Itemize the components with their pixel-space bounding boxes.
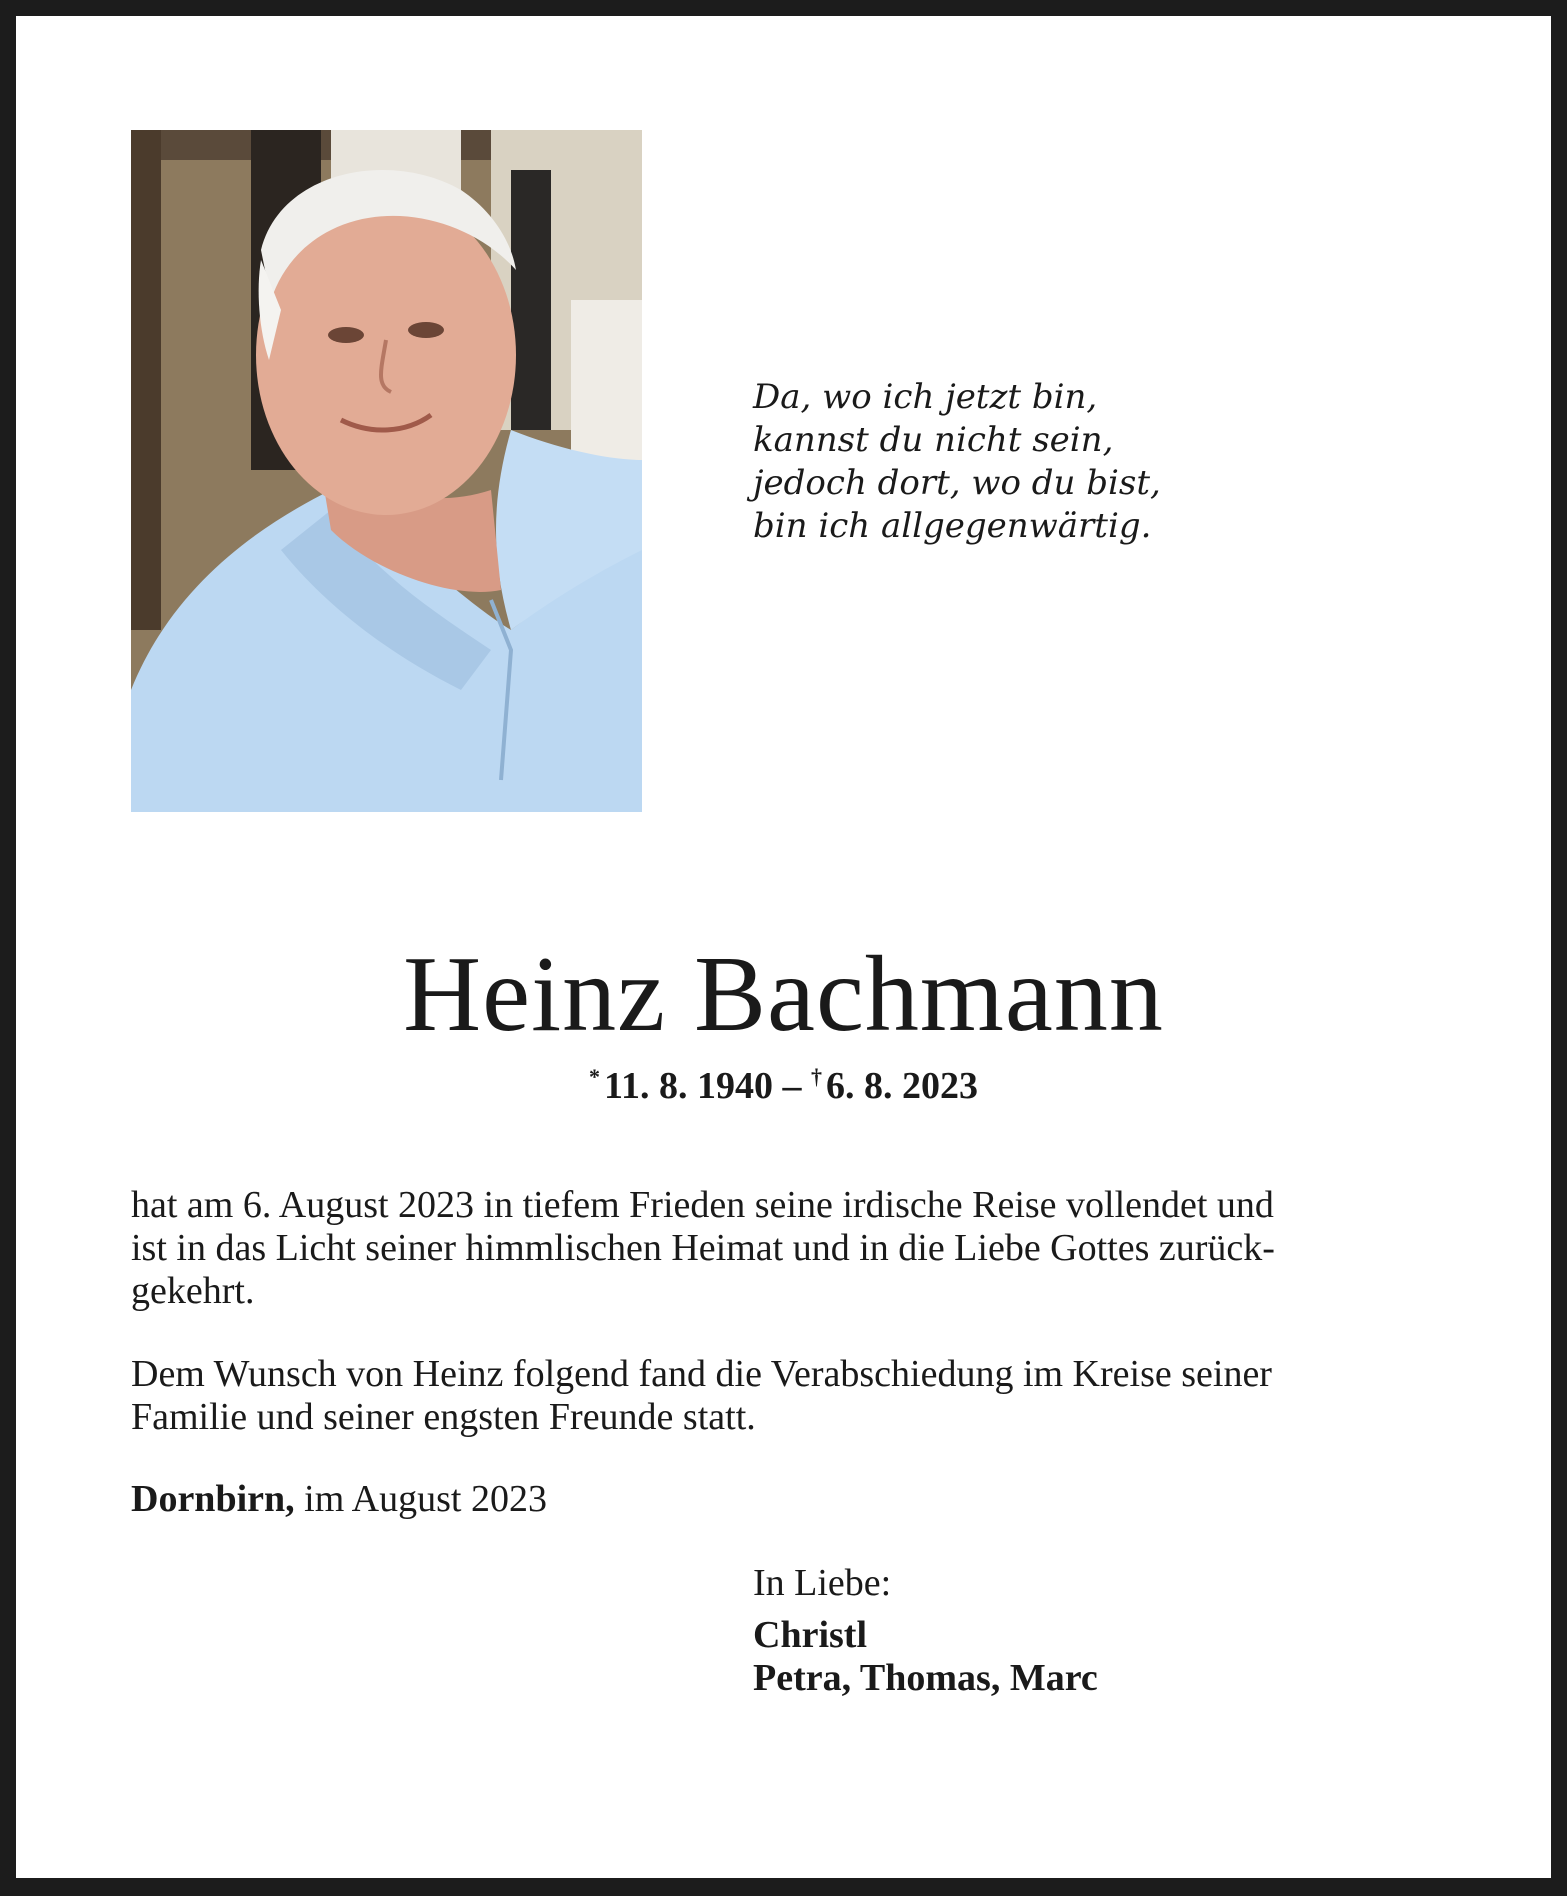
place-and-date: [131, 1478, 1451, 1521]
announcement-paragraph: [131, 1184, 1451, 1313]
signature-intro: In Liebe:: [753, 1562, 892, 1604]
farewell-paragraph: [131, 1353, 1451, 1439]
date-separator: –: [782, 1065, 802, 1107]
death-date: 6. 8. 2023: [825, 1065, 978, 1107]
signature-name: Petra, Thomas, Marc: [753, 1657, 1098, 1699]
birth-date: 11. 8. 1940: [604, 1065, 773, 1107]
birth-symbol: *: [589, 1064, 601, 1089]
life-dates: [0, 1053, 1567, 1110]
signature-block: [753, 1562, 1098, 1700]
deceased-name: Heinz Bachmann: [403, 935, 1164, 1054]
date-text: im August 2023: [294, 1478, 547, 1520]
memorial-poem: [753, 376, 1161, 548]
poem-line: jedoch dort, wo du bist,: [753, 463, 1161, 503]
poem-line: bin ich allgegenwärtig.: [753, 506, 1152, 546]
portrait-photo: [131, 130, 642, 812]
text-line: Dem Wunsch von Heinz folgend fand die Verabschiedung im Kreise seiner: [131, 1353, 1272, 1395]
death-symbol: †: [810, 1064, 822, 1089]
signature-name: Christl: [753, 1614, 867, 1656]
place: Dornbirn,: [131, 1478, 295, 1520]
poem-line: kannst du nicht sein,: [753, 420, 1114, 460]
text-line: ist in das Licht seiner himmlischen Heimat und in die Liebe Gottes zurück-: [131, 1227, 1275, 1269]
text-line: Familie und seiner engsten Freunde statt.: [131, 1396, 756, 1438]
poem-line: Da, wo ich jetzt bin,: [753, 377, 1098, 417]
text-line: hat am 6. August 2023 in tiefem Frieden seine irdische Reise vollendet und: [131, 1184, 1274, 1226]
text-line: gekehrt.: [131, 1270, 255, 1312]
